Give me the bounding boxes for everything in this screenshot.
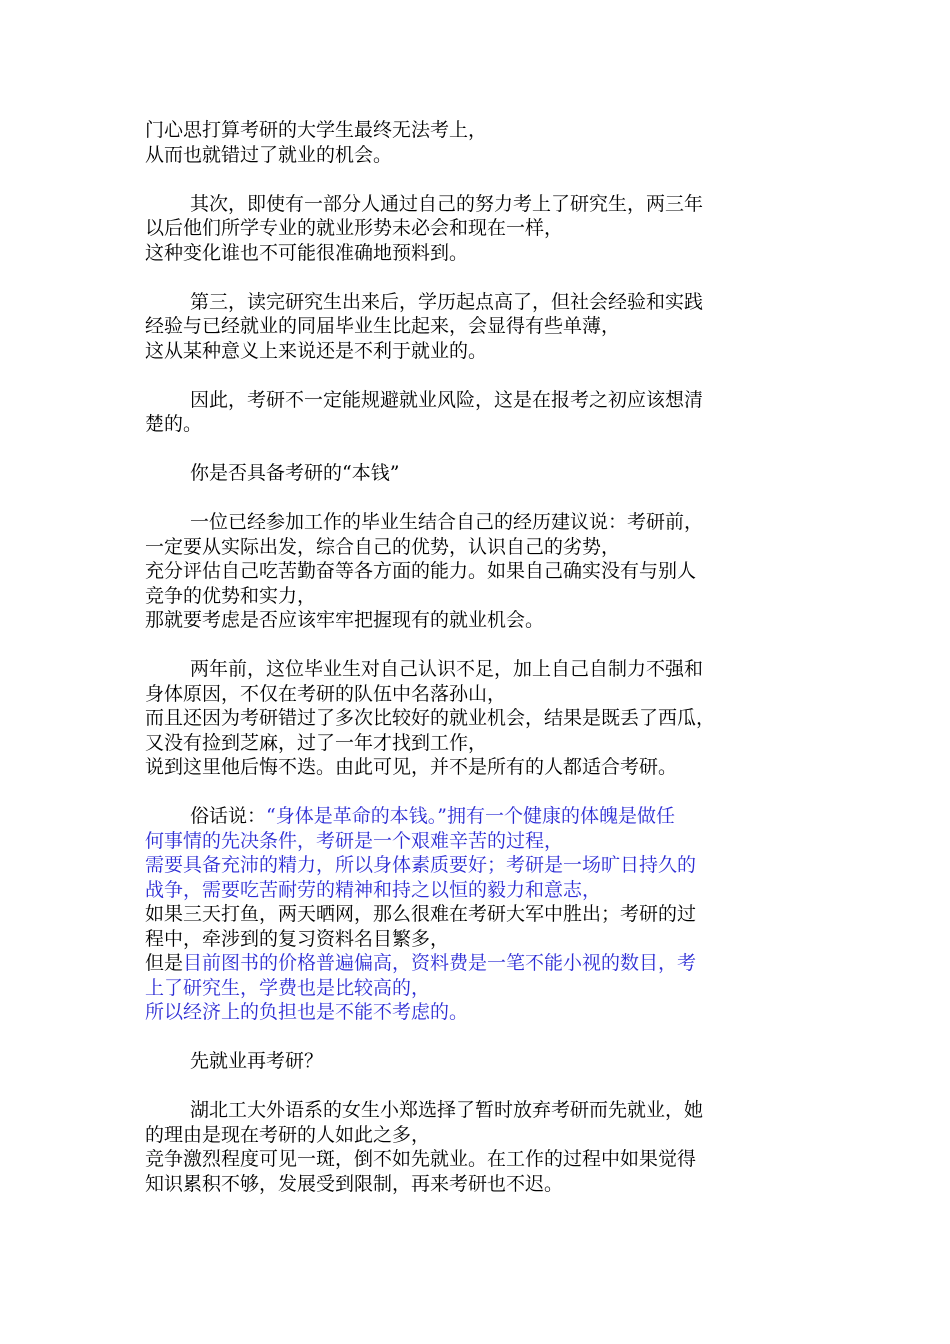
- text-run: 这从某种意义上来说还是不利于就业的。: [145, 339, 488, 362]
- text-run: 因此，考研不一定能规避就业风险，这是在报考之初应该想清: [190, 388, 704, 411]
- paragraph: [145, 290, 825, 364]
- text-line: [145, 1123, 825, 1148]
- text-run: 程中，牵涉到的复习资料名目繁多，: [145, 927, 450, 950]
- text-line: [145, 731, 825, 756]
- text-line: [145, 559, 825, 584]
- text-line: [145, 657, 825, 682]
- text-run: 一位已经参加工作的毕业生结合自己的经历建议说：考研前，: [190, 511, 704, 533]
- text-run: 竞争激烈程度可见一斑，倒不如先就业。在工作的过程中如果觉得: [145, 1148, 697, 1170]
- text-run: 这种变化谁也不可能很准确地预料到。: [145, 241, 469, 264]
- text-run: 但是: [145, 952, 184, 974]
- text-run: 而且还因为考研错过了多次比较好的就业机会，结果是既丢了西瓜，: [145, 707, 716, 729]
- text-line: [145, 682, 825, 707]
- paragraph: [145, 461, 825, 486]
- paragraph: [145, 1049, 825, 1074]
- text-line: [145, 829, 825, 854]
- text-run: 经验与已经就业的同届毕业生比起来，会显得有些单薄，: [145, 315, 621, 337]
- text-line: [145, 412, 825, 437]
- text-run: 先就业再考研？: [190, 1050, 324, 1072]
- text-line: [145, 951, 825, 976]
- paragraph: [145, 192, 825, 266]
- highlighted-text: 目前图书的价格普遍偏高，资料费是一笔不能小视的数目，考: [183, 952, 697, 974]
- text-line: [145, 461, 825, 486]
- text-run: 又没有捡到芝麻，过了一年才找到工作，: [145, 731, 488, 754]
- paragraph: [145, 118, 825, 167]
- text-run: 那就要考虑是否应该牢牢把握现有的就业机会。: [145, 609, 545, 631]
- text-line: [145, 878, 825, 903]
- text-line: [145, 118, 825, 143]
- text-run: 楚的。: [145, 413, 203, 435]
- text-line: [145, 241, 825, 266]
- text-run: 如果三天打鱼，两天晒网，那么很难在考研大军中胜出；考研的过: [145, 903, 697, 925]
- text-line: [145, 853, 825, 878]
- highlighted-text: 需要具备充沛的精力，所以身体素质要好；考研是一场旷日持久的: [145, 854, 697, 876]
- text-run: 湖北工大外语系的女生小郑选择了暂时放弃考研而先就业，她: [190, 1099, 704, 1121]
- text-run: 身体原因，不仅在考研的队伍中名落孙山，: [145, 682, 507, 705]
- paragraph: [145, 388, 825, 437]
- document-body: [145, 118, 825, 1221]
- text-run: 门心思打算考研的大学生最终无法考上，: [145, 119, 488, 141]
- text-line: [145, 143, 825, 168]
- paragraph: [145, 1098, 825, 1196]
- text-line: [145, 290, 825, 315]
- highlighted-text: 上了研究生，学费也是比较高的，: [145, 976, 431, 999]
- text-line: [145, 1098, 825, 1123]
- text-line: [145, 927, 825, 952]
- text-run: 以后他们所学专业的就业形势未必会和现在一样，: [145, 217, 564, 239]
- text-run: 俗话说：: [190, 805, 267, 827]
- text-line: [145, 314, 825, 339]
- text-line: [145, 804, 825, 829]
- text-line: [145, 976, 825, 1001]
- paragraph: [145, 510, 825, 633]
- text-line: [145, 535, 825, 560]
- text-run: 一定要从实际出发，综合自己的优势，认识自己的劣势，: [145, 535, 621, 558]
- text-line: [145, 339, 825, 364]
- text-line: [145, 755, 825, 780]
- text-run: 充分评估自己吃苦勤奋等各方面的能力。如果自己确实没有与别人: [145, 560, 697, 582]
- text-line: [145, 216, 825, 241]
- text-line: [145, 388, 825, 413]
- text-line: [145, 510, 825, 535]
- text-line: [145, 1049, 825, 1074]
- paragraph: [145, 804, 825, 1025]
- highlighted-text: 所以经济上的负担也是不能不考虑的。: [145, 1001, 469, 1023]
- text-run: 其次，即使有一部分人通过自己的努力考上了研究生，两三年: [190, 192, 704, 215]
- text-run: 竞争的优势和实力，: [145, 584, 317, 607]
- text-line: [145, 1147, 825, 1172]
- text-run: 你是否具备考研的“本钱”: [190, 462, 400, 484]
- text-line: [145, 608, 825, 633]
- text-line: [145, 1000, 825, 1025]
- paragraph: [145, 657, 825, 780]
- text-line: [145, 902, 825, 927]
- text-run: 第三，读完研究生出来后，学历起点高了，但社会经验和实践: [190, 290, 704, 313]
- text-line: [145, 1172, 825, 1197]
- text-run: 说到这里他后悔不迭。由此可见，并不是所有的人都适合考研。: [145, 756, 678, 778]
- text-run: 从而也就错过了就业的机会。: [145, 143, 393, 166]
- text-line: [145, 706, 825, 731]
- highlighted-text: 战争，需要吃苦耐劳的精神和持之以恒的毅力和意志，: [145, 878, 602, 901]
- text-line: [145, 584, 825, 609]
- text-run: 的理由是现在考研的人如此之多，: [145, 1123, 431, 1146]
- highlighted-text: “身体是革命的本钱。”拥有一个健康的体魄是做任: [266, 805, 675, 827]
- text-run: 两年前，这位毕业生对自己认识不足，加上自己自制力不强和: [190, 658, 704, 680]
- highlighted-text: 何事情的先决条件，考研是一个艰难辛苦的过程，: [145, 829, 564, 852]
- text-line: [145, 192, 825, 217]
- text-run: 知识累积不够，发展受到限制，再来考研也不迟。: [145, 1172, 564, 1195]
